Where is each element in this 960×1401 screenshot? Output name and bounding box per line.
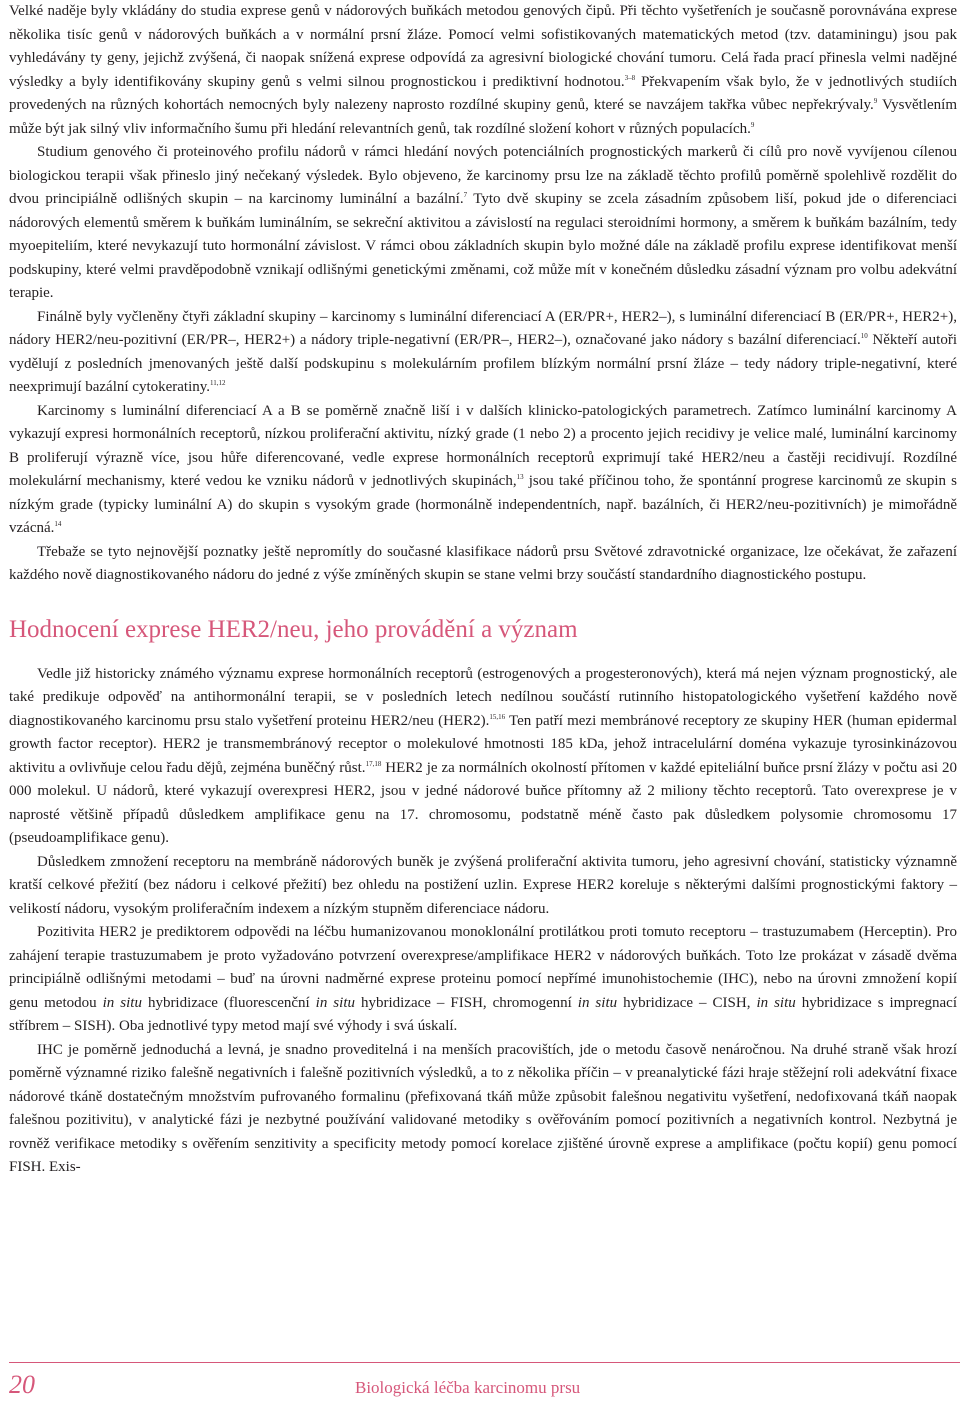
text-run: Karcinomy s luminální diferenciací A a B se poměrně značně liší i v dalších klinicko-patologických parametrech. Zatímco luminální karcinomy A vykazují expresi hormonálních receptorů, nízkou proliferační aktivitu, nízký grade (1 nebo 2) a procento jejich recidivy je velice malé, luminální karcinomy B proliferují výrazně více, jsou hůře diferencované, vedle exprese hormonálních receptorů exprimují také HER2/neu a častěji recidivují. Rozdílné molekulární mechanismy, které vedou ke vzniku nádorů v jednotlivých skupinách,: [9, 402, 957, 489]
paragraph: [9, 1039, 957, 1180]
paragraph: [9, 306, 957, 400]
citation-superscript: 13: [516, 473, 524, 481]
paragraph: [9, 0, 957, 141]
italic-term: in situ: [577, 994, 618, 1011]
paragraph: [9, 663, 957, 851]
paragraph: [9, 921, 957, 1039]
paragraph: [9, 141, 957, 306]
citation-superscript: 3–8: [624, 73, 636, 82]
text-run: Studium genového či proteinového profilu nádorů v rámci hledání nových potenciálních prognostických markerů či cílů pro nově vyvíjenou cílenou biologickou terapii však přineslo jiný nečekaný výsledek. Bylo objeveno, že karcinomy prsu lze na základě těchto profilů poměrně spolehlivě rozdělit do dvou principiálně odlišných skupin – na karcinomy luminální a bazální.: [9, 144, 957, 207]
running-title: Biologická léčba karcinomu prsu: [355, 1378, 581, 1397]
citation-superscript: 10: [860, 332, 868, 340]
citation-superscript: 11,12: [210, 379, 226, 387]
text-run: Někteří autoři vydělují z posledních jmenovaných ještě další podskupinu s molekulárním profilem blízkým normální prsní žláze – tedy nádory triple-negativní, které neexprimují bazální cytokeratiny.: [9, 332, 958, 395]
text-run: Třebaže se tyto nejnovější poznatky ještě nepromítly do současné klasifikace nádorů prsu Světové zdravotnické organizace, lze očekávat, že zařazení každého nově diagnostikovaného nádoru do jedné z výše zmíněných skupin se stane velmi brzy součástí standardního diagnostického postupu.: [9, 543, 957, 583]
paragraph: [9, 851, 957, 922]
footer-rule: [9, 1362, 960, 1363]
paragraph: [9, 541, 957, 588]
italic-term: in situ: [102, 994, 142, 1011]
text-run: Důsledkem zmnožení receptoru na membráně nádorových buněk je zvýšená proliferační aktivita tumoru, jeho agresivní chování, statisticky významně kratší celkové přežití (bez nádoru i celkové přežití) bez ohledu na postižení uzlin. Exprese HER2 koreluje s některými dalšími prognostickými faktory – velikostí nádoru, vysokým proliferačním indexem a nízkým stupněm diferenciace nádoru.: [9, 853, 957, 917]
text-run: Tyto dvě skupiny se zcela zásadním způsobem liší, pokud jde o diferenciaci nádorových elementů směrem k buňkám luminálním, se sekreční aktivitou a závislostí na regulaci steroidními hormony, a směrem k buňkám bazálním, tedy myoepiteliím, které nevykazují tuto hormonální závislost. V rámci obou základních skupin bylo možné dále na základě profilu exprese identifikovat menší podskupiny, které velmi pravděpodobně vznikají odlišnými genetickými změnami, což může mít v konečném důsledku zásadní význam pro volbu adekvátní terapie.: [9, 191, 957, 301]
italic-term: in situ: [756, 994, 796, 1011]
paragraph: [9, 400, 957, 541]
page-number: 20: [9, 1370, 35, 1399]
citation-superscript: 15,16: [489, 712, 506, 721]
text-run: IHC je poměrně jednoduchá a levná, je snadno proveditelná i na menších pracovištích, jde o metodu časově nenáročnou. Na druhé straně však hrozí poměrně významné riziko falešně negativních i falešně pozitivních výsledků, a to z několika příčin – v preanalytické fázi hraje stěžejní roli adekvátní fixace nádorové tkáně dostatečným množstvím pufrovaného formalinu (přefixovaná tkáň může způsobit falešnou negativitu vyšetření, nedofixovaná tkáň naopak falešnou pozitivitu), v analytické fázi je nezbytné používání validované metodiky s ověřováním pomocí pozitivních a negativních kontrol. Nezbytná je rovněž verifikace metodiky s ověřením senzitivity a specificity metody pomocí korelace zjištěné úrovně exprese a amplifikace (počtu kopií) genu pomocí FISH. Exis-: [9, 1041, 957, 1175]
text-run: Vedle již historicky známého významu exprese hormonálních receptorů (estrogenových a progesteronových), která má nejen význam prognostický, ale také predikuje odpověď na antihormonální terapii, se v posledních letech nedílnou součástí rutinního histopatologického vyšetření každého nově diagnostikovaného karcinomu prsu stalo vyšetření proteinu HER2/neu (HER2).: [9, 665, 957, 729]
page-body: [9, 0, 957, 1180]
text-run: Překvapením však bylo, že v jednotlivých studiích provedených na různých kohortách nemocných byly nalezeny naprosto rozdílné skupiny genů, které se navzájem takřka vůbec nepřekrývaly.: [9, 73, 957, 113]
text-run: hybridizace (fluorescenční: [141, 994, 316, 1011]
text-run: Pozitivita HER2 je prediktorem odpovědi na léčbu humanizovanou monoklonální protilátkou proti tomuto receptoru – trastuzumabem (Herceptin). Pro zahájení terapie trastuzumabem je proto vyžadováno potvrzení overexprese/amplifikace HER2 v nádorových buňkách. Toto lze prokázat v zásadě dvěma principiálně odlišnými metodami – buď na úrovni nadměrné exprese proteinu pomocí nepřímé imunohistochemie (IHC), nebo na úrovni zmnožení kopií genu metodou: [9, 924, 957, 1011]
paragraphs-top: [9, 0, 957, 588]
citation-superscript: 9: [750, 120, 755, 129]
text-run: jsou také příčinou toho, že spontánní progrese karcinomů ze skupin s nízkým grade (typicky luminální A) do skupin s vysokým grade (hormonálně independentních, např. bazálních, či HER2/neu-pozitivních) je mimořádně vzácná.: [9, 473, 957, 536]
text-run: hybridizace – CISH,: [617, 994, 757, 1011]
text-run: Velké naděje byly vkládány do studia exprese genů v nádorových buňkách metodou genových čipů. Při těchto vyšetřeních je současně porovnávána exprese několika tisíc genů v nádorových buňkách a v normální prsní žláze. Pomocí velmi sofistikovaných matematických metod (tzv. dataminingu) jsou pak vyhledávány ty geny, jejichž zvýšená, či naopak snížená exprese odpovídá za agresivní biologické chování tumoru. Celá řada prací přinesla velmi nadějné výsledky a byly identifikovány skupiny genů s velmi silnou prognostickou i prediktivní hodnotou.: [9, 3, 957, 90]
paragraphs-bottom: [9, 663, 957, 1180]
section-heading: Hodnocení exprese HER2/neu, jeho provádění a význam: [9, 615, 578, 643]
text-run: HER2 je za normálních okolností přítomen v každé epiteliální buňce prsní žlázy v počtu asi 20 000 molekul. U nádorů, které vykazují overexpresi HER2, jsou v jedné nádorové buňce přítomny až 2 miliony těchto receptorů. Tato overexprese je v naprosté většině případů důsledkem amplifikace genu na 17. chromosomu, podstatně méně často pak důsledkem polysomie chromosomu 17 (pseudoamplifikace genu).: [9, 759, 957, 846]
citation-superscript: 7: [463, 191, 468, 199]
citation-superscript: 9: [873, 97, 878, 105]
text-run: Finálně byly vyčleněny čtyři základní skupiny – karcinomy s luminální diferenciací A (ER/PR+, HER2–), s luminální diferenciací B (ER/PR+, HER2+), nádory HER2/neu-pozitivní (ER/PR–, HER2+) a nádory triple-negativní (ER/PR–, HER2–), označované jako nádory s bazální diferenciací.: [9, 308, 957, 348]
text-run: hybridizace s impregnací stříbrem – SISH). Oba jednotlivé typy metod mají své výhody i svá úskalí.: [9, 994, 957, 1034]
text-run: Ten patří mezi membránové receptory ze skupiny HER (human epidermal growth factor receptor). HER2 je transmembránový receptor o molekulové hmotnosti 185 kDa, jehož intracelulární doména vykazuje tyrosinkinázovou aktivitu a ovlivňuje celou řadu dějů, zejména buněčný růst.: [9, 712, 957, 776]
text-run: hybridizace – FISH, chromogenní: [354, 994, 578, 1011]
citation-superscript: 14: [54, 520, 62, 528]
italic-term: in situ: [315, 994, 355, 1011]
citation-superscript: 17,18: [365, 759, 382, 768]
text-run: Vysvětlením může být jak silný vliv informačního šumu při hledání relevantních genů, tak rozdílné složení kohort v různých populacích.: [9, 97, 957, 137]
